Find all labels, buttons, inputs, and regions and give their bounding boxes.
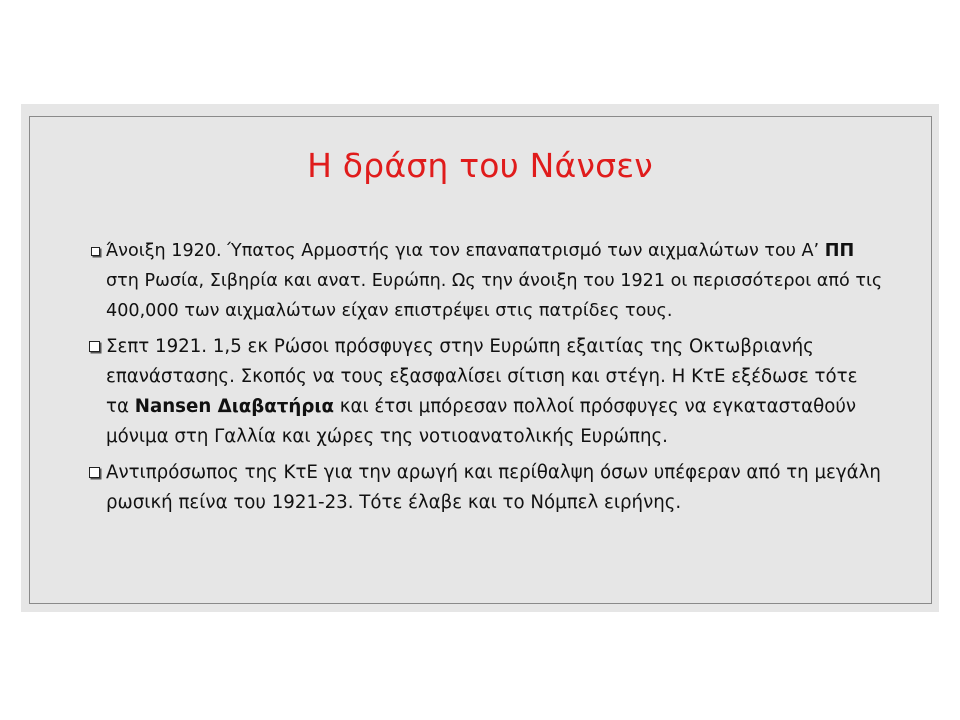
bullet-bold-text: Nansen Διαβατήρια [134, 396, 334, 417]
square-bullet-icon [89, 467, 100, 478]
square-bullet-icon [89, 341, 100, 352]
bullet-text: Σεπτ 1921. 1,5 εκ Ρώσοι πρόσφυγες στην Ευρώπη εξαιτίας της Οκτωβριανής επανάστασης. Σκοπός να τους εξασφαλίσει σίτιση και στέγη. Η ΚτΕ εξέδωσε τότε τα [106, 336, 858, 417]
square-bullet-icon [91, 247, 100, 256]
bullet-item [86, 458, 886, 518]
slide-title: Η δράση του Νάνσεν [307, 146, 653, 185]
bullet-text: Αντιπρόσωπος της ΚτΕ για την αρωγή και περίθαλψη όσων υπέφεραν από τη μεγάλη ρωσική πείνα του 1921-23. Τότε έλαβε και το Νόμπελ ειρήνης. [106, 462, 881, 513]
bullet-text: Άνοιξη 1920. Ύπατος Αρμοστής για τον επαναπατρισμό των αιχμαλώτων του Α’ [106, 241, 825, 261]
bullet-text: και έτσι μπόρεσαν πολλοί πρόσφυγες να εγκατασταθούν μόνιμα στη Γαλλία και χώρες της νοτιοανατολικής Ευρώπης. [106, 396, 857, 447]
bullet-list [86, 236, 886, 524]
bullet-item [86, 332, 886, 452]
bullet-item [86, 236, 886, 326]
bullet-bold-text: ΠΠ [824, 241, 855, 261]
bullet-text: στη Ρωσία, Σιβηρία και ανατ. Ευρώπη. Ως την άνοιξη του 1921 οι περισσότεροι από τις 400,000 των αιχμαλώτων είχαν επιστρέψει στις πατρίδες τους. [106, 271, 883, 321]
